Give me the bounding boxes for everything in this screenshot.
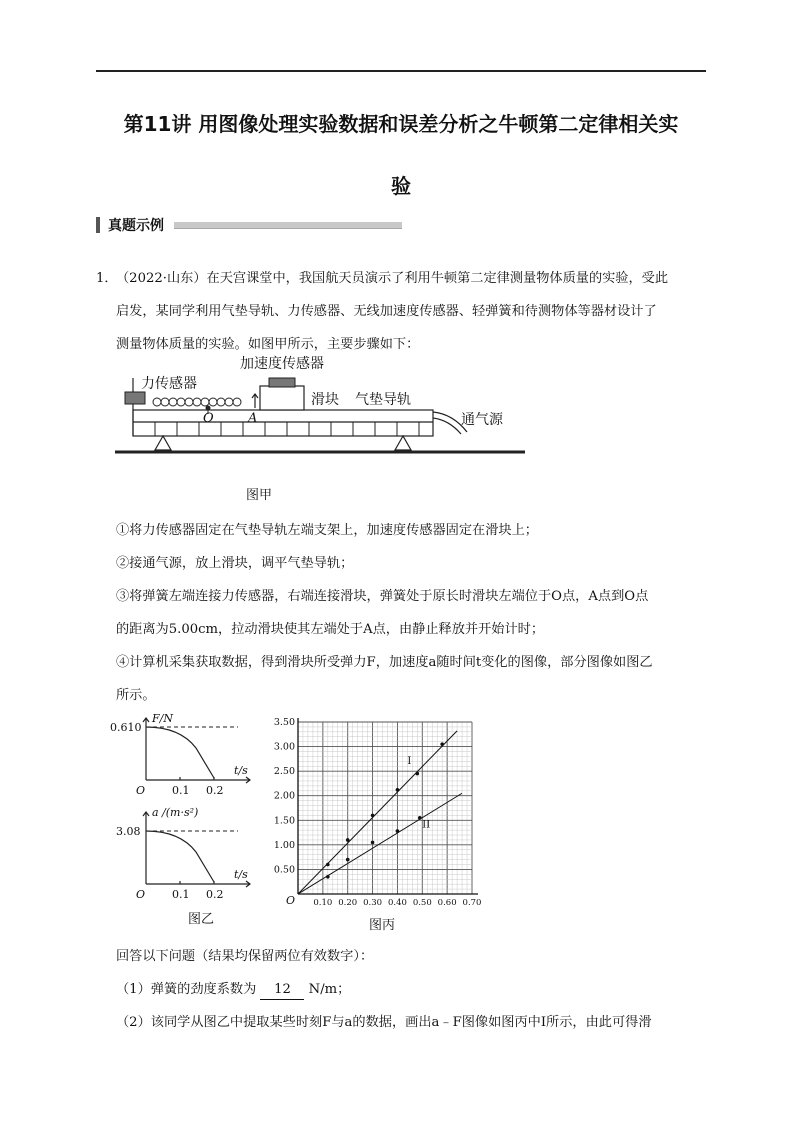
chart-axes bbox=[298, 718, 478, 894]
label-slider: 滑块 bbox=[311, 392, 339, 408]
data-point-I bbox=[396, 788, 400, 792]
label-point-a: A bbox=[248, 411, 258, 426]
step-3-continued: 的距离为5.00cm，拉动滑块使其左端处于A点，由静止释放并开始计时； bbox=[116, 622, 545, 637]
top-rule bbox=[96, 70, 706, 72]
series-label-II: II bbox=[422, 819, 431, 831]
step-4-continued: 所示。 bbox=[116, 688, 156, 703]
sub-question-2: （2）该同学从图乙中提取某些时刻F与a的数据，画出a﹣F图像如图丙中Ⅰ所示，由此可得滑 bbox=[116, 1015, 652, 1030]
x-tick-label: 0.50 bbox=[412, 898, 432, 908]
data-point-II bbox=[396, 829, 400, 833]
label-force-sensor: 力传感器 bbox=[141, 376, 197, 392]
y-tick-label: 1.50 bbox=[273, 815, 295, 827]
y-tick-label: 0.50 bbox=[273, 864, 295, 876]
apparatus-diagram bbox=[115, 352, 535, 462]
y-tick-label: 3.50 bbox=[273, 717, 295, 728]
question-intro-1: （2022·山东）在天宫课堂中，我国航天员演示了利用牛顿第二定律测量物体质量的实验，受此 bbox=[116, 271, 669, 286]
data-point-II bbox=[418, 816, 422, 820]
section-label: 真题示例 bbox=[108, 218, 164, 234]
data-point-II bbox=[346, 858, 350, 862]
top-xlabel: t/s bbox=[234, 764, 248, 777]
page-title: 第11讲 用图像处理实验数据和误差分析之牛顿第二定律相关实 bbox=[123, 112, 679, 136]
answer-prompt: 回答以下问题（结果均保留两位有效数字）： bbox=[116, 949, 374, 964]
label-accel-sensor: 加速度传感器 bbox=[240, 356, 324, 372]
label-air-source: 通气源 bbox=[461, 412, 503, 428]
section-heading bbox=[96, 214, 402, 236]
top-origin: O bbox=[136, 784, 146, 797]
sub-question-1-unit: N/m； bbox=[308, 982, 351, 997]
question-number: 1． bbox=[96, 271, 118, 286]
data-point-I bbox=[346, 838, 350, 842]
figure-yi-caption: 图乙 bbox=[188, 912, 215, 927]
question-intro-2: 启发，某同学利用气垫导轨、力传感器、无线加速度传感器、轻弹簧和待测物体等器材设计了 bbox=[116, 304, 657, 319]
bottom-origin: O bbox=[136, 888, 146, 901]
af-chart bbox=[264, 712, 494, 912]
series-label-I: I bbox=[407, 755, 412, 767]
data-point-II bbox=[326, 875, 330, 879]
chart-yticks bbox=[274, 717, 295, 875]
top-xtick-1: 0.1 bbox=[172, 784, 190, 797]
question-intro-3: 测量物体质量的实验。如图甲所示，主要步骤如下： bbox=[116, 337, 420, 352]
step-3: ③将弹簧左端连接力传感器，右端连接滑块，弹簧处于原长时滑块左端位于O点，A点到O点 bbox=[116, 589, 649, 604]
y-tick-label: 2.00 bbox=[273, 790, 295, 802]
x-tick-label: 0.40 bbox=[387, 898, 407, 908]
data-point-I bbox=[326, 863, 330, 867]
chart-grid bbox=[298, 722, 472, 894]
bottom-xtick-2: 0.2 bbox=[206, 888, 224, 901]
section-marker bbox=[96, 217, 100, 233]
label-air-track: 气垫导轨 bbox=[355, 392, 411, 408]
top-yvalue: 0.610 bbox=[110, 721, 142, 734]
y-tick-label: 1.00 bbox=[273, 839, 295, 851]
label-point-o: O bbox=[203, 411, 214, 426]
top-ylabel: F/N bbox=[152, 712, 173, 725]
chart-origin: O bbox=[286, 894, 296, 907]
bottom-yvalue: 3.08 bbox=[116, 825, 141, 838]
bottom-xlabel: t/s bbox=[234, 868, 248, 881]
data-point-II bbox=[371, 841, 375, 845]
answer-blank: 12 bbox=[260, 981, 304, 1000]
figure-bing-caption: 图丙 bbox=[369, 918, 396, 933]
data-point-I bbox=[416, 772, 420, 776]
data-point-I bbox=[440, 742, 444, 746]
section-underline bbox=[174, 222, 402, 229]
bottom-xtick-1: 0.1 bbox=[172, 888, 190, 901]
y-tick-label: 3.00 bbox=[273, 741, 295, 753]
x-tick-label: 0.70 bbox=[462, 898, 482, 908]
x-tick-label: 0.60 bbox=[437, 898, 457, 908]
bottom-ylabel: a /(m·s²) bbox=[152, 806, 199, 819]
sub-question-1-text: （1）弹簧的劲度系数为 bbox=[116, 982, 257, 997]
step-4: ④计算机采集获取数据，得到滑块所受弹力F，加速度a随时间t变化的图像，部分图像如图乙 bbox=[116, 655, 653, 670]
x-tick-label: 0.10 bbox=[313, 898, 333, 908]
step-1: ①将力传感器固定在气垫导轨左端支架上，加速度传感器固定在滑块上； bbox=[116, 523, 538, 538]
x-tick-label: 0.30 bbox=[363, 898, 383, 908]
x-tick-label: 0.20 bbox=[338, 898, 358, 908]
page-title-continued: 验 bbox=[391, 174, 411, 198]
chart-xticks bbox=[313, 898, 481, 908]
step-2: ②接通气源，放上滑块，调平气垫导轨； bbox=[116, 556, 354, 571]
figure-jia-caption: 图甲 bbox=[246, 488, 273, 503]
y-tick-label: 2.50 bbox=[273, 766, 295, 778]
graphs-f-and-a-vs-t bbox=[110, 712, 260, 912]
data-point-I bbox=[371, 814, 375, 818]
sub-question-1 bbox=[116, 973, 710, 1006]
question-line-1 bbox=[96, 262, 690, 295]
top-xtick-2: 0.2 bbox=[206, 784, 224, 797]
